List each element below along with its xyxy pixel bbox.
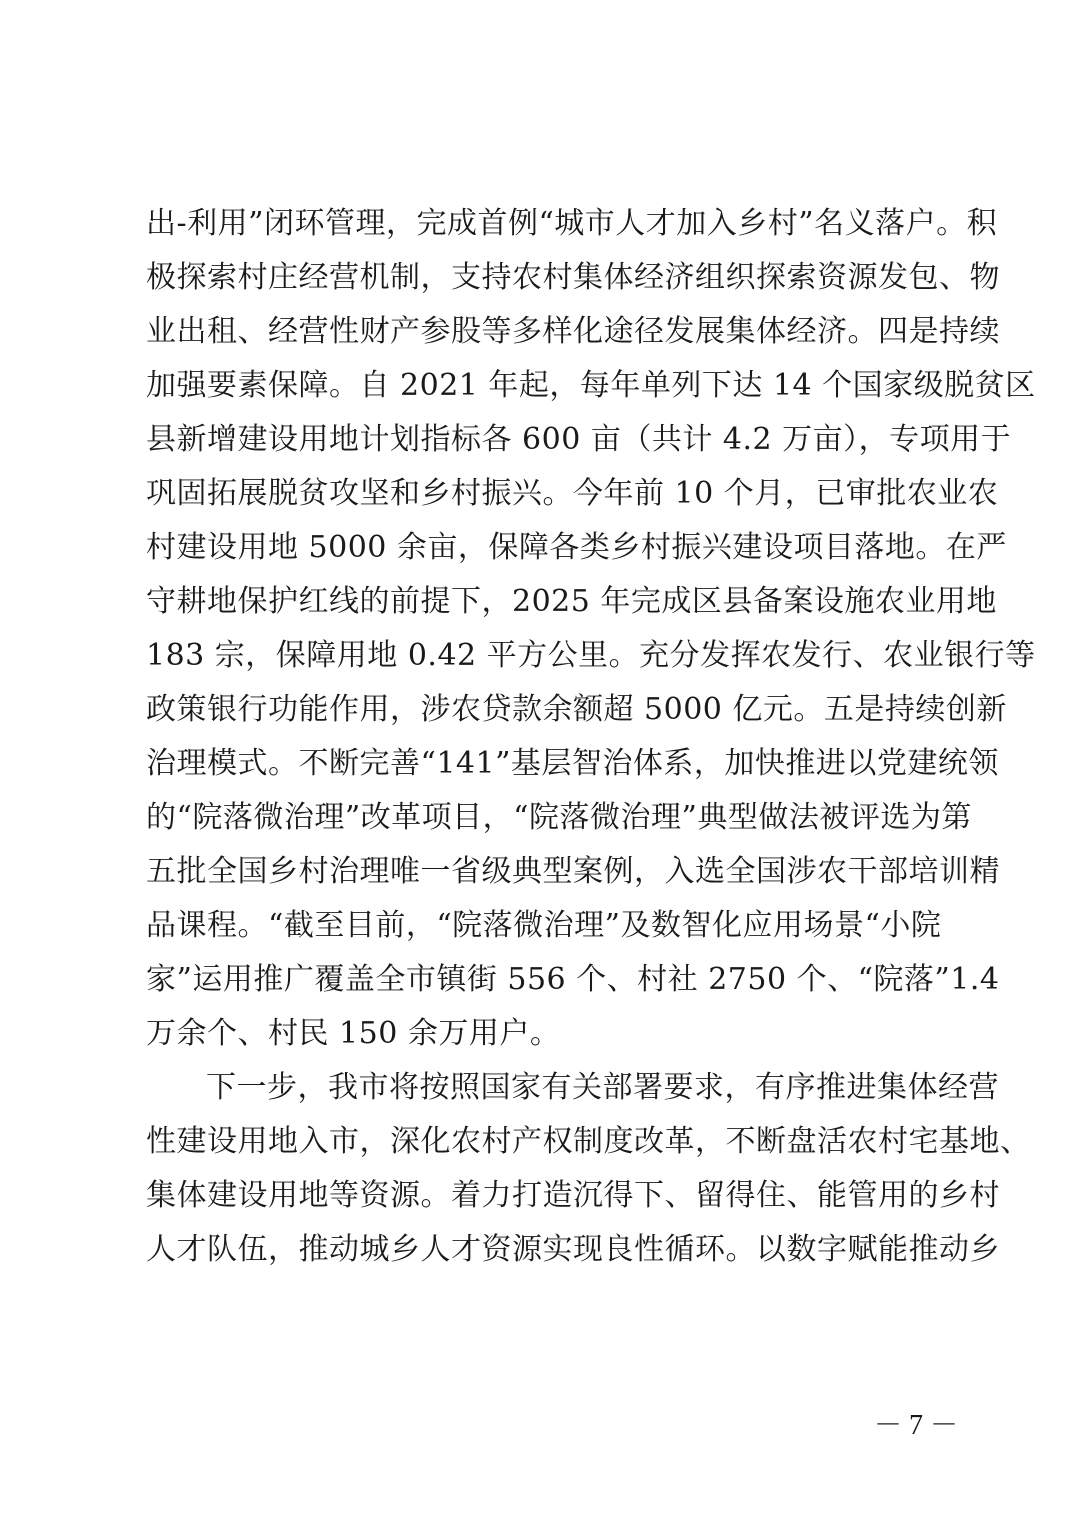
text-line: 万余个、村民 150 余万用户。 <box>146 1016 561 1051</box>
text-line: 集体建设用地等资源。着力打造沉得下、留得住、能管用的乡村 <box>146 1178 1000 1213</box>
text-line: 人才队伍，推动城乡人才资源实现良性循环。以数字赋能推动乡 <box>146 1232 1000 1267</box>
text-line: 出-利用”闭环管理，完成首例“城市人才加入乡村”名义落户。积 <box>146 206 998 241</box>
text-line: 的“院落微治理”改革项目，“院落微治理”典型做法被评选为第 <box>146 800 972 835</box>
text-line: 五批全国乡村治理唯一省级典型案例，入选全国涉农干部培训精 <box>146 854 1000 889</box>
text-line: 政策银行功能作用，涉农贷款余额超 5000 亿元。五是持续创新 <box>146 692 1007 727</box>
text-line: 极探索村庄经营机制，支持农村集体经济组织探索资源发包、物 <box>146 260 1000 295</box>
text-line: 性建设用地入市，深化农村产权制度改革，不断盘活农村宅基地、 <box>146 1124 1031 1159</box>
text-line: 村建设用地 5000 余亩，保障各类乡村振兴建设项目落地。在严 <box>146 530 1007 565</box>
text-line: 家”运用推广覆盖全市镇街 556 个、村社 2750 个、“院落”1.4 <box>146 962 1000 997</box>
text-line: 183 宗，保障用地 0.42 平方公里。充分发挥农发行、农业银行等 <box>146 638 1036 673</box>
text-line: 加强要素保障。自 2021 年起，每年单列下达 14 个国家级脱贫区 <box>146 368 1036 403</box>
text-line: 品课程。“截至目前，“院落微治理”及数智化应用场景“小院 <box>146 908 942 943</box>
page-number: － 7 － <box>874 1410 959 1441</box>
text-line: 治理模式。不断完善“141”基层智治体系，加快推进以党建统领 <box>146 746 999 781</box>
text-line: 县新增建设用地计划指标各 600 亩（共计 4.2 万亩），专项用于 <box>146 422 1012 457</box>
text-line: 守耕地保护红线的前提下，2025 年完成区县备案设施农业用地 <box>146 584 997 619</box>
body-text <box>146 197 1036 1277</box>
text-line: 业出租、经营性财产参股等多样化途径发展集体经济。四是持续 <box>146 314 1000 349</box>
paragraph-2 <box>146 1061 1031 1277</box>
paragraph-1 <box>146 197 1036 1061</box>
text-line: 下一步，我市将按照国家有关部署要求，有序推进集体经营 <box>206 1070 999 1105</box>
text-line: 巩固拓展脱贫攻坚和乡村振兴。今年前 10 个月，已审批农业农 <box>146 476 999 511</box>
